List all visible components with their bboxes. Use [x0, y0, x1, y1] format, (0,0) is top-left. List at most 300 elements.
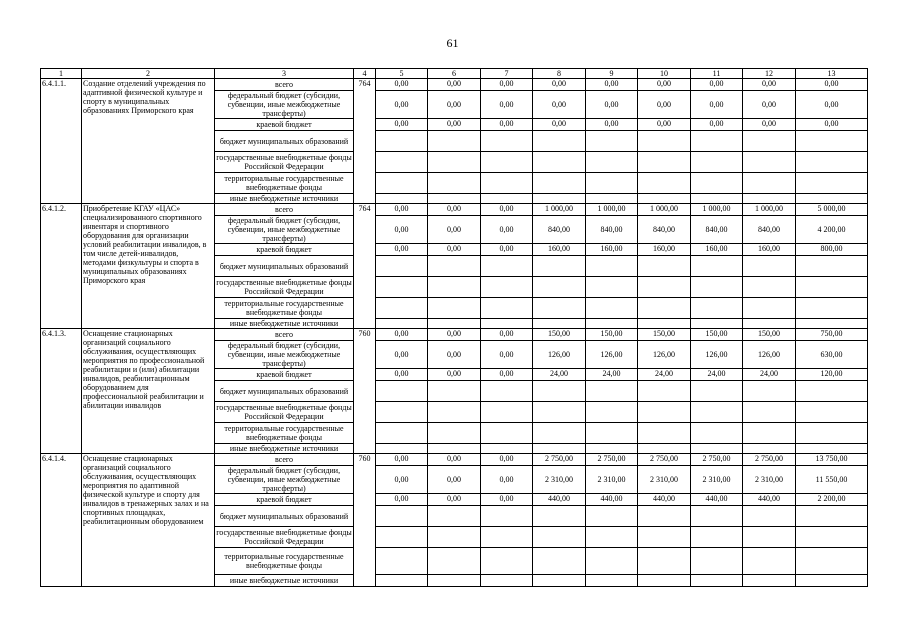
value-cell: [586, 575, 638, 587]
value-cell: [481, 173, 533, 194]
value-cell: [533, 506, 586, 527]
value-cell: [533, 131, 586, 152]
value-cell: [638, 575, 691, 587]
column-header: 11: [691, 69, 743, 79]
value-cell: [796, 131, 868, 152]
table-row: [41, 204, 868, 216]
value-cell: [481, 548, 533, 575]
value-cell: [533, 256, 586, 277]
column-header: 1: [41, 69, 82, 79]
value-cell: 0,00: [376, 79, 428, 91]
value-cell: [586, 527, 638, 548]
value-cell: [533, 152, 586, 173]
funding-source: бюджет муниципальных образований: [215, 381, 354, 402]
value-cell: 0,00: [638, 91, 691, 119]
item-code: 764: [354, 204, 376, 329]
value-cell: [796, 152, 868, 173]
value-cell: [743, 548, 796, 575]
funding-source: иные внебюджетные источники: [215, 194, 354, 204]
funding-source: федеральный бюджет (субсидии, субвенции, иные межбюджетные трансферты): [215, 466, 354, 494]
value-cell: [376, 194, 428, 204]
value-cell: 126,00: [638, 341, 691, 369]
table-row: [41, 454, 868, 466]
value-cell: [638, 381, 691, 402]
funding-source: бюджет муниципальных образований: [215, 506, 354, 527]
table-body: [41, 69, 868, 587]
value-cell: 840,00: [638, 216, 691, 244]
item-description: Приобретение КГАУ «ЦАС» специализированного спортивного инвентаря и спортивного оборудования для организации условий реабилитации инвалидов, в том числе детей-инвалидов, методами физкультуры и спорта в муниципальных образованиях Приморского края: [82, 204, 215, 329]
item-description: Оснащение стационарных организаций социального обслуживания, осуществляющих мероприятия по профессиональной реабилитации и (или) абилитации инвалидов, реабилитационным оборудованием для профессиональной реабилитации и абилитации инвалидов: [82, 329, 215, 454]
value-cell: 0,00: [376, 119, 428, 131]
value-cell: 0,00: [638, 79, 691, 91]
value-cell: [638, 256, 691, 277]
value-cell: 440,00: [586, 494, 638, 506]
value-cell: [743, 277, 796, 298]
column-header: 10: [638, 69, 691, 79]
value-cell: 0,00: [428, 369, 481, 381]
funding-source: бюджет муниципальных образований: [215, 131, 354, 152]
value-cell: [743, 444, 796, 454]
value-cell: [376, 444, 428, 454]
value-cell: [376, 402, 428, 423]
value-cell: 0,00: [481, 329, 533, 341]
item-description: Создание отделений учреждения по адаптивной физической культуре и спорту в муниципальных образованиях Приморского края: [82, 79, 215, 204]
value-cell: [586, 506, 638, 527]
funding-source: иные внебюджетные источники: [215, 319, 354, 329]
value-cell: 0,00: [428, 466, 481, 494]
value-cell: [376, 131, 428, 152]
value-cell: [796, 423, 868, 444]
value-cell: [743, 527, 796, 548]
value-cell: 0,00: [376, 466, 428, 494]
value-cell: [428, 575, 481, 587]
value-cell: 0,00: [428, 329, 481, 341]
value-cell: 0,00: [376, 91, 428, 119]
value-cell: 1 000,00: [691, 204, 743, 216]
value-cell: [481, 381, 533, 402]
funding-source: иные внебюджетные источники: [215, 575, 354, 587]
item-code: 764: [354, 79, 376, 204]
value-cell: [796, 381, 868, 402]
value-cell: 840,00: [586, 216, 638, 244]
value-cell: [428, 381, 481, 402]
column-header: 13: [796, 69, 868, 79]
column-header: 2: [82, 69, 215, 79]
value-cell: 800,00: [796, 244, 868, 256]
value-cell: [691, 527, 743, 548]
value-cell: 750,00: [796, 329, 868, 341]
value-cell: [638, 131, 691, 152]
value-cell: 0,00: [481, 119, 533, 131]
value-cell: [691, 298, 743, 319]
value-cell: [691, 319, 743, 329]
value-cell: [796, 256, 868, 277]
value-cell: 150,00: [743, 329, 796, 341]
value-cell: [533, 194, 586, 204]
funding-source: краевой бюджет: [215, 244, 354, 256]
value-cell: 630,00: [796, 341, 868, 369]
value-cell: 0,00: [533, 91, 586, 119]
value-cell: 2 750,00: [691, 454, 743, 466]
value-cell: 0,00: [481, 341, 533, 369]
column-header: 8: [533, 69, 586, 79]
value-cell: 0,00: [376, 204, 428, 216]
value-cell: 160,00: [586, 244, 638, 256]
value-cell: 0,00: [796, 119, 868, 131]
value-cell: [691, 402, 743, 423]
funding-source: государственные внебюджетные фонды Российской Федерации: [216, 528, 352, 546]
value-cell: 2 310,00: [638, 466, 691, 494]
value-cell: [691, 173, 743, 194]
value-cell: [533, 173, 586, 194]
value-cell: 1 000,00: [586, 204, 638, 216]
value-cell: [376, 277, 428, 298]
value-cell: 0,00: [376, 216, 428, 244]
value-cell: 840,00: [533, 216, 586, 244]
value-cell: [428, 298, 481, 319]
value-cell: 160,00: [743, 244, 796, 256]
value-cell: 126,00: [743, 341, 796, 369]
value-cell: [481, 575, 533, 587]
value-cell: [796, 548, 868, 575]
value-cell: 150,00: [691, 329, 743, 341]
value-cell: 2 310,00: [586, 466, 638, 494]
value-cell: [533, 381, 586, 402]
value-cell: 0,00: [428, 216, 481, 244]
value-cell: 0,00: [481, 216, 533, 244]
value-cell: [743, 402, 796, 423]
value-cell: 2 750,00: [638, 454, 691, 466]
value-cell: [586, 548, 638, 575]
value-cell: [428, 152, 481, 173]
value-cell: [533, 575, 586, 587]
value-cell: 0,00: [691, 79, 743, 91]
value-cell: 120,00: [796, 369, 868, 381]
value-cell: [743, 506, 796, 527]
value-cell: [481, 527, 533, 548]
value-cell: 0,00: [481, 91, 533, 119]
value-cell: [586, 152, 638, 173]
value-cell: [481, 402, 533, 423]
value-cell: [586, 319, 638, 329]
value-cell: [743, 575, 796, 587]
value-cell: 0,00: [428, 204, 481, 216]
value-cell: 0,00: [376, 494, 428, 506]
value-cell: 150,00: [638, 329, 691, 341]
value-cell: [796, 319, 868, 329]
funding-source: территориальные государственные внебюджетные фонды: [215, 423, 354, 444]
column-header: 5: [376, 69, 428, 79]
value-cell: [638, 527, 691, 548]
value-cell: 0,00: [428, 341, 481, 369]
header-row: [41, 69, 868, 79]
value-cell: 440,00: [533, 494, 586, 506]
value-cell: [691, 444, 743, 454]
item-number: 6.4.1.2.: [41, 204, 82, 329]
value-cell: 160,00: [638, 244, 691, 256]
column-header: 3: [215, 69, 354, 79]
funding-source: всего: [215, 454, 354, 466]
value-cell: [796, 506, 868, 527]
value-cell: [586, 173, 638, 194]
budget-table: [40, 68, 868, 587]
item-description: Оснащение стационарных организаций социального обслуживания, осуществляющих мероприятия по адаптивной физической культуре и спорту для инвалидов в тренажерных залах и на спортивных площадках, реабилитационным оборудованием: [82, 454, 215, 587]
value-cell: [428, 444, 481, 454]
value-cell: [638, 298, 691, 319]
value-cell: [376, 548, 428, 575]
value-cell: 2 310,00: [743, 466, 796, 494]
value-cell: 1 000,00: [743, 204, 796, 216]
column-header: 9: [586, 69, 638, 79]
value-cell: [691, 381, 743, 402]
value-cell: [586, 423, 638, 444]
value-cell: [691, 131, 743, 152]
value-cell: 0,00: [638, 119, 691, 131]
value-cell: [796, 194, 868, 204]
value-cell: [376, 506, 428, 527]
value-cell: [638, 444, 691, 454]
value-cell: [481, 423, 533, 444]
value-cell: [533, 527, 586, 548]
value-cell: [533, 402, 586, 423]
value-cell: 4 200,00: [796, 216, 868, 244]
value-cell: 2 750,00: [586, 454, 638, 466]
value-cell: [428, 194, 481, 204]
funding-source: бюджет муниципальных образований: [215, 256, 354, 277]
value-cell: 2 750,00: [743, 454, 796, 466]
value-cell: [638, 423, 691, 444]
value-cell: [533, 277, 586, 298]
table-row: [41, 329, 868, 341]
value-cell: [638, 173, 691, 194]
value-cell: 150,00: [586, 329, 638, 341]
value-cell: [796, 298, 868, 319]
item-number: 6.4.1.3.: [41, 329, 82, 454]
value-cell: [743, 194, 796, 204]
value-cell: 0,00: [428, 91, 481, 119]
value-cell: [586, 194, 638, 204]
value-cell: 2 310,00: [691, 466, 743, 494]
value-cell: [796, 444, 868, 454]
value-cell: [796, 277, 868, 298]
table-row: [41, 79, 868, 91]
value-cell: [691, 152, 743, 173]
value-cell: 0,00: [376, 244, 428, 256]
value-cell: [638, 319, 691, 329]
value-cell: 0,00: [586, 119, 638, 131]
value-cell: [533, 319, 586, 329]
value-cell: [743, 423, 796, 444]
value-cell: 0,00: [586, 79, 638, 91]
funding-source: федеральный бюджет (субсидии, субвенции, иные межбюджетные трансферты): [215, 91, 354, 119]
value-cell: [691, 194, 743, 204]
funding-source: территориальные государственные внебюджетные фонды: [215, 548, 354, 575]
value-cell: [586, 381, 638, 402]
value-cell: [376, 256, 428, 277]
value-cell: [428, 319, 481, 329]
value-cell: 2 200,00: [796, 494, 868, 506]
value-cell: 0,00: [481, 466, 533, 494]
value-cell: 0,00: [743, 79, 796, 91]
value-cell: 0,00: [376, 369, 428, 381]
value-cell: [796, 402, 868, 423]
value-cell: 24,00: [743, 369, 796, 381]
value-cell: [428, 506, 481, 527]
value-cell: [481, 194, 533, 204]
funding-source: территориальные государственные внебюджетные фонды: [215, 298, 354, 319]
value-cell: 0,00: [586, 91, 638, 119]
value-cell: 5 000,00: [796, 204, 868, 216]
value-cell: [481, 256, 533, 277]
funding-source: всего: [215, 79, 354, 91]
value-cell: [586, 256, 638, 277]
column-header: 4: [354, 69, 376, 79]
value-cell: 126,00: [586, 341, 638, 369]
funding-source: государственные внебюджетные фонды Российской Федерации: [216, 153, 352, 171]
value-cell: [796, 527, 868, 548]
column-header: 12: [743, 69, 796, 79]
value-cell: 150,00: [533, 329, 586, 341]
value-cell: [586, 298, 638, 319]
value-cell: [533, 423, 586, 444]
value-cell: 0,00: [796, 91, 868, 119]
value-cell: [481, 277, 533, 298]
page-number: 61: [446, 36, 459, 50]
value-cell: 24,00: [638, 369, 691, 381]
funding-source: федеральный бюджет (субсидии, субвенции, иные межбюджетные трансферты): [215, 216, 354, 244]
value-cell: 440,00: [691, 494, 743, 506]
value-cell: [533, 444, 586, 454]
value-cell: 11 550,00: [796, 466, 868, 494]
value-cell: 0,00: [428, 454, 481, 466]
value-cell: [376, 575, 428, 587]
value-cell: [638, 152, 691, 173]
funding-source: краевой бюджет: [215, 369, 354, 381]
value-cell: 0,00: [691, 119, 743, 131]
value-cell: 840,00: [743, 216, 796, 244]
value-cell: [796, 575, 868, 587]
value-cell: [638, 548, 691, 575]
value-cell: 24,00: [691, 369, 743, 381]
value-cell: 2 750,00: [533, 454, 586, 466]
value-cell: [638, 194, 691, 204]
value-cell: [481, 298, 533, 319]
value-cell: 160,00: [691, 244, 743, 256]
value-cell: [428, 527, 481, 548]
value-cell: [743, 256, 796, 277]
value-cell: [481, 131, 533, 152]
value-cell: 0,00: [376, 454, 428, 466]
value-cell: 126,00: [691, 341, 743, 369]
value-cell: [533, 298, 586, 319]
value-cell: [428, 277, 481, 298]
value-cell: 1 000,00: [533, 204, 586, 216]
value-cell: 0,00: [743, 91, 796, 119]
value-cell: [691, 506, 743, 527]
value-cell: [743, 319, 796, 329]
item-number: 6.4.1.1.: [41, 79, 82, 204]
value-cell: [428, 131, 481, 152]
value-cell: 2 310,00: [533, 466, 586, 494]
value-cell: [376, 152, 428, 173]
value-cell: 0,00: [428, 244, 481, 256]
value-cell: [691, 548, 743, 575]
funding-source: государственные внебюджетные фонды Российской Федерации: [216, 403, 352, 421]
value-cell: [586, 402, 638, 423]
value-cell: [428, 548, 481, 575]
value-cell: 0,00: [533, 119, 586, 131]
value-cell: [691, 256, 743, 277]
value-cell: 0,00: [691, 91, 743, 119]
value-cell: 0,00: [428, 494, 481, 506]
value-cell: [743, 173, 796, 194]
value-cell: [586, 131, 638, 152]
value-cell: [428, 256, 481, 277]
value-cell: [691, 423, 743, 444]
value-cell: [481, 152, 533, 173]
value-cell: 1 000,00: [638, 204, 691, 216]
value-cell: [428, 173, 481, 194]
value-cell: [638, 506, 691, 527]
value-cell: 0,00: [376, 329, 428, 341]
funding-source: иные внебюджетные источники: [215, 444, 354, 454]
value-cell: [428, 402, 481, 423]
value-cell: 0,00: [533, 79, 586, 91]
value-cell: 0,00: [376, 341, 428, 369]
value-cell: 13 750,00: [796, 454, 868, 466]
value-cell: 0,00: [481, 454, 533, 466]
funding-source: всего: [215, 329, 354, 341]
value-cell: 0,00: [481, 244, 533, 256]
value-cell: 0,00: [428, 79, 481, 91]
value-cell: [691, 575, 743, 587]
item-code: 760: [354, 454, 376, 587]
funding-source: краевой бюджет: [215, 494, 354, 506]
value-cell: 0,00: [481, 79, 533, 91]
funding-source: территориальные государственные внебюджетные фонды: [215, 173, 354, 194]
value-cell: [586, 444, 638, 454]
value-cell: 0,00: [481, 494, 533, 506]
value-cell: [743, 131, 796, 152]
funding-source: всего: [215, 204, 354, 216]
value-cell: 0,00: [481, 204, 533, 216]
value-cell: [743, 152, 796, 173]
funding-source: краевой бюджет: [215, 119, 354, 131]
value-cell: [376, 173, 428, 194]
value-cell: [743, 381, 796, 402]
value-cell: [376, 423, 428, 444]
value-cell: [586, 277, 638, 298]
value-cell: [481, 444, 533, 454]
value-cell: [638, 277, 691, 298]
funding-source: государственные внебюджетные фонды Российской Федерации: [216, 278, 352, 296]
value-cell: 0,00: [743, 119, 796, 131]
value-cell: [376, 298, 428, 319]
item-code: 760: [354, 329, 376, 454]
value-cell: [691, 277, 743, 298]
value-cell: 0,00: [428, 119, 481, 131]
value-cell: 840,00: [691, 216, 743, 244]
value-cell: 126,00: [533, 341, 586, 369]
value-cell: 24,00: [533, 369, 586, 381]
value-cell: 440,00: [638, 494, 691, 506]
value-cell: [481, 319, 533, 329]
value-cell: 0,00: [481, 369, 533, 381]
column-header: 7: [481, 69, 533, 79]
value-cell: [376, 381, 428, 402]
value-cell: [376, 527, 428, 548]
value-cell: [796, 173, 868, 194]
